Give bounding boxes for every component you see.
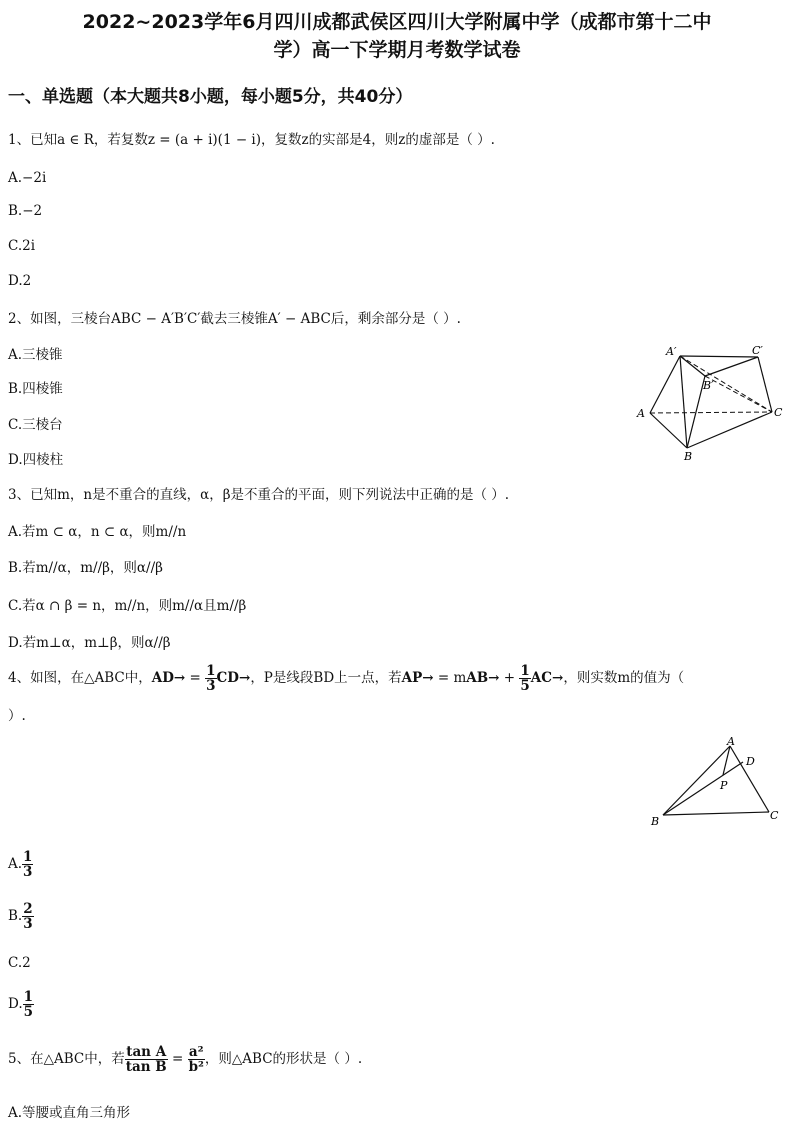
q4-fraction-one-fifth	[519, 664, 530, 693]
q4-option-b-num: 2	[23, 901, 33, 917]
q2-stem: 2、如图，三棱台ABC − A′B′C′截去三棱锥A′ − ABC后，剩余部分是（ ）.	[8, 311, 461, 327]
q4-option-d	[8, 990, 34, 1019]
q4-option-d-num: 1	[23, 989, 34, 1005]
label-b: B	[684, 450, 693, 463]
q1-option-a: A.−2i	[8, 170, 47, 186]
q4-option-a-den: 3	[23, 864, 33, 880]
triangle-figure	[645, 735, 790, 830]
segment-b-d	[663, 762, 743, 815]
q5-stem-part-b: ，则△ABC的形状是（ ）.	[204, 1051, 363, 1067]
exam-title-line-2: 学）高一下学期月考数学试卷	[273, 39, 521, 61]
label-b-prime: B′	[703, 379, 714, 392]
label-c: C	[774, 406, 783, 419]
q4-option-d-fraction	[23, 990, 34, 1019]
q4-vector-ab: AB→	[466, 670, 500, 686]
q4-option-a	[8, 850, 33, 879]
label-a: A	[637, 407, 645, 420]
q4-vector-cd: CD→	[216, 670, 251, 686]
q4-vector-ap: AP→	[401, 670, 434, 686]
q3-option-c: C.若α ∩ β = n，m//n，则m//α且m//β	[8, 598, 247, 614]
edge-a1-c-hidden	[680, 356, 772, 412]
q4-stem-part-a: 4、如图，在△ABC中，	[8, 670, 152, 686]
edge-b1-c1	[705, 357, 758, 376]
q5-fraction-ab	[188, 1045, 205, 1074]
section-heading: 一、单选题（本大题共8小题，每小题5分，共40分）	[8, 87, 413, 107]
label-a: A	[727, 735, 735, 748]
label-c: C	[770, 809, 779, 822]
label-d: D	[746, 755, 755, 768]
q4-option-d-den: 5	[23, 1004, 34, 1020]
edge-a1-b1	[680, 356, 705, 376]
label-a-prime: A′	[666, 345, 677, 358]
q4-option-a-num: 1	[23, 849, 33, 865]
label-p: P	[720, 779, 728, 792]
q4-stem-end: ）.	[8, 708, 26, 724]
q3-option-d: D.若m⊥α，m⊥β，则α//β	[8, 635, 171, 651]
q5-frac2-num: a²	[188, 1044, 204, 1060]
q5-stem-part-a: 5、在△ABC中，若	[8, 1051, 125, 1067]
edge-a-c-hidden	[650, 412, 772, 413]
q4-frac2-den: 5	[520, 678, 530, 694]
q4-option-a-label: A.	[8, 856, 23, 872]
q4-stem-part-b: ，P是线段BD上一点，若	[250, 670, 402, 686]
q4-fraction-one-third	[205, 664, 216, 693]
q5-stem	[8, 1045, 362, 1074]
q1-option-c: C.2i	[8, 238, 36, 254]
q5-fraction-tan	[125, 1045, 168, 1074]
q5-frac-num: tan A	[126, 1044, 167, 1060]
q4-frac1-num: 1	[206, 663, 216, 679]
q3-stem: 3、已知m，n是不重合的直线，α，β是不重合的平面，则下列说法中正确的是（ ）.	[8, 487, 510, 503]
q5-frac2-den: b²	[188, 1059, 204, 1075]
q5-option-a: A.等腰或直角三角形	[8, 1105, 131, 1121]
q2-option-b: B.四棱锥	[8, 381, 63, 397]
q4-option-b	[8, 902, 34, 931]
label-c-prime: C′	[752, 344, 763, 357]
q4-option-b-fraction	[22, 902, 33, 931]
frustum-figure	[630, 340, 790, 465]
q4-equals-1: =	[185, 670, 206, 686]
edge-b-c	[663, 812, 769, 815]
q3-option-a: A.若m ⊂ α，n ⊂ α，则m//n	[8, 524, 187, 540]
q1-option-d: D.2	[8, 273, 32, 289]
edge-a1-a	[650, 356, 680, 413]
q1-option-b: B.−2	[8, 203, 43, 219]
label-b: B	[651, 815, 660, 828]
q5-equals: =	[167, 1051, 188, 1067]
edge-b-c	[687, 412, 772, 448]
q4-vector-ad: AD→	[151, 670, 186, 686]
q3-option-b: B.若m//α，m//β，则α//β	[8, 560, 163, 576]
q4-option-d-label: D.	[8, 996, 23, 1012]
q2-option-c: C.三棱台	[8, 417, 63, 433]
q2-option-d: D.四棱柱	[8, 452, 64, 468]
edge-a1-b	[680, 356, 687, 448]
q2-option-a: A.三棱锥	[8, 347, 63, 363]
q4-equals-2: = m	[433, 670, 467, 686]
q5-frac-den: tan B	[125, 1059, 167, 1075]
q4-vector-ac: AC→	[530, 670, 564, 686]
q4-option-b-den: 3	[23, 916, 33, 932]
q4-plus: +	[499, 670, 520, 686]
edge-a-b	[650, 413, 687, 448]
q1-stem: 1、已知a ∈ R，若复数z = (a + i)(1 − i)，复数z的实部是4，则z的虚部是（ ）.	[8, 132, 495, 148]
q4-option-a-fraction	[22, 850, 33, 879]
edge-c1-c	[758, 357, 772, 412]
q4-option-c: C.2	[8, 955, 31, 971]
q4-frac1-den: 3	[206, 678, 216, 694]
edge-a1-c1	[680, 356, 758, 357]
exam-title-line-1: 2022~2023学年6月四川成都武侯区四川大学附属中学（成都市第十二中	[82, 11, 712, 33]
q4-frac2-num: 1	[520, 663, 530, 679]
q4-stem-part-c: ，则实数m的值为（	[563, 670, 685, 686]
q4-stem	[8, 664, 684, 693]
exam-title	[0, 8, 794, 64]
edge-b1-c-hidden	[705, 376, 772, 412]
q4-option-b-label: B.	[8, 908, 23, 924]
